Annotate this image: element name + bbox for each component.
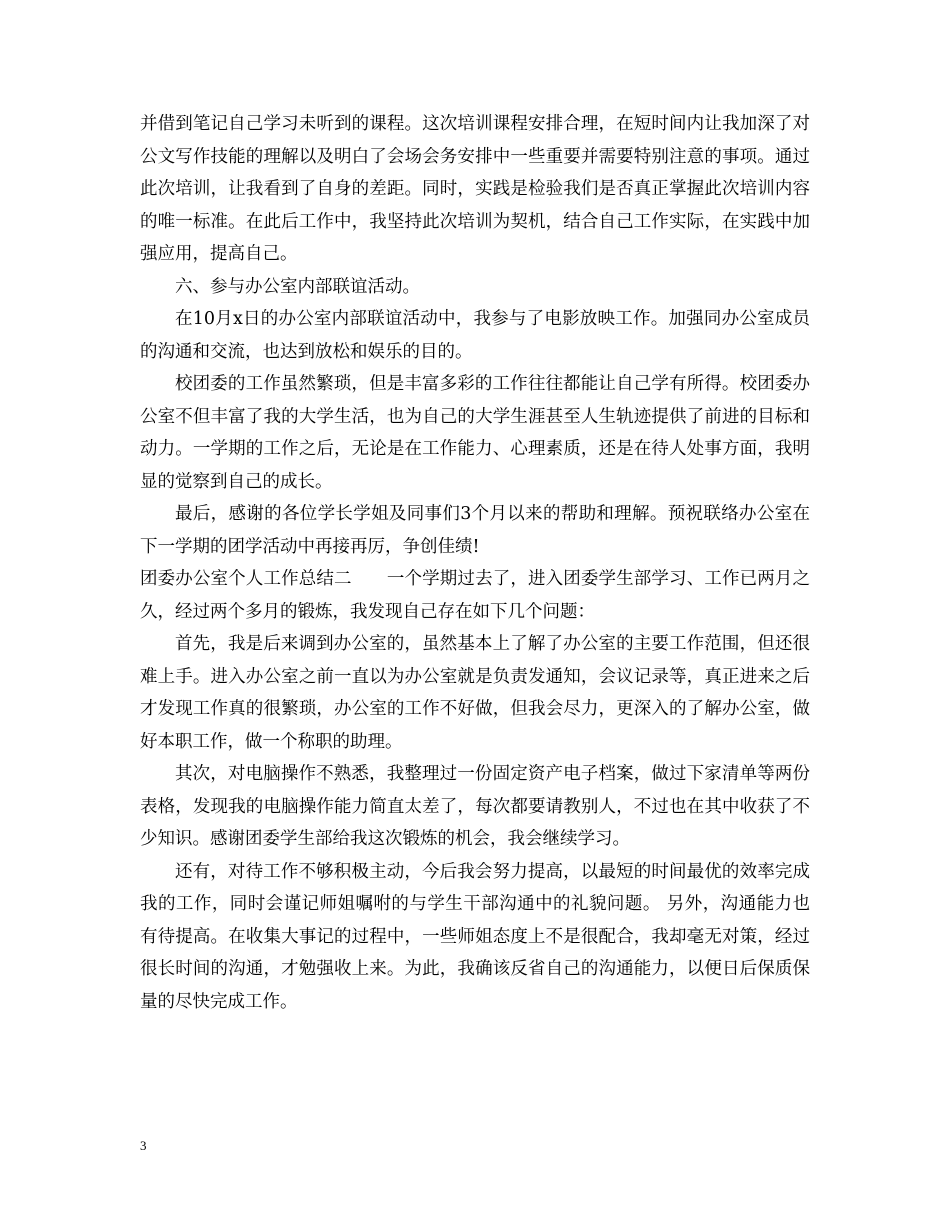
document-body [140,108,810,1018]
paragraph-training-summary: 并借到笔记自己学习未听到的课程。这次培训课程安排合理，在短时间内让我加深了对公文写作技能的理解以及明白了会场会务安排中一些重要并需要特别注意的事项。通过此次培训，让我看到了自身的差距。同时，实践是检验我们是否真正掌握此次培训内容的唯一标准。在此后工作中，我坚持此次培训为契机，结合自己工作实际，在实践中加强应用，提高自己。 [140,114,810,264]
paragraph-second-issue: 其次，对电脑操作不熟悉，我整理过一份固定资产电子档案，做过下家清单等两份表格，发现我的电脑操作能力简直太差了，每次都要请教别人，不过也在其中收获了不少知识。感谢团委学生部给我这次锻炼的机会，我会继续学习。 [140,764,810,849]
paragraph-reflection: 校团委的工作虽然繁琐，但是丰富多彩的工作往往都能让自己学有所得。校团委办公室不但丰富了我的大学生活，也为自己的大学生涯甚至人生轨迹提供了前进的目标和动力。一学期的工作之后，无论是在工作能力、心理素质，还是在待人处事方面，我明显的觉察到自己的成长。 [140,374,810,492]
page-number: 3 [140,1138,147,1153]
paragraph-social-event: 在10月x日的办公室内部联谊活动中，我参与了电影放映工作。加强同办公室成员的沟通和交流，也达到放松和娱乐的目的。 [140,309,810,362]
paragraph-thanks: 最后，感谢的各位学长学姐及同事们3个月以来的帮助和理解。预祝联络办公室在下一学期的团学活动中再接再厉，争创佳绩! [140,504,810,557]
section-heading-six: 六、参与办公室内部联谊活动。 [175,276,420,297]
paragraph-summary-two-intro: 团委办公室个人工作总结二 一个学期过去了，进入团委学生部学习、工作已两月之久，经过两个多月的锻炼，我发现自己存在如下几个问题： [140,569,810,622]
paragraph-third-issue: 还有，对待工作不够积极主动，今后我会努力提高，以最短的时间最优的效率完成我的工作，同时会谨记师姐嘱咐的与学生干部沟通中的礼貌问题。 另外，沟通能力也有待提高。在收集大事记的过程中，一些师姐态度上不是很配合，我却毫无对策，经过很长时间的沟通，才勉强收上来。为此，我确该反省自己的沟通能力，以便日后保质保量的尽快完成工作。 [140,861,810,1012]
paragraph-first-issue: 首先，我是后来调到办公室的，虽然基本上了解了办公室的主要工作范围，但还很难上手。进入办公室之前一直以为办公室就是负责发通知，会议记录等，真正进来之后才发现工作真的很繁琐，办公室的工作不好做，但我会尽力，更深入的了解办公室，做好本职工作，做一个称职的助理。 [140,634,810,752]
